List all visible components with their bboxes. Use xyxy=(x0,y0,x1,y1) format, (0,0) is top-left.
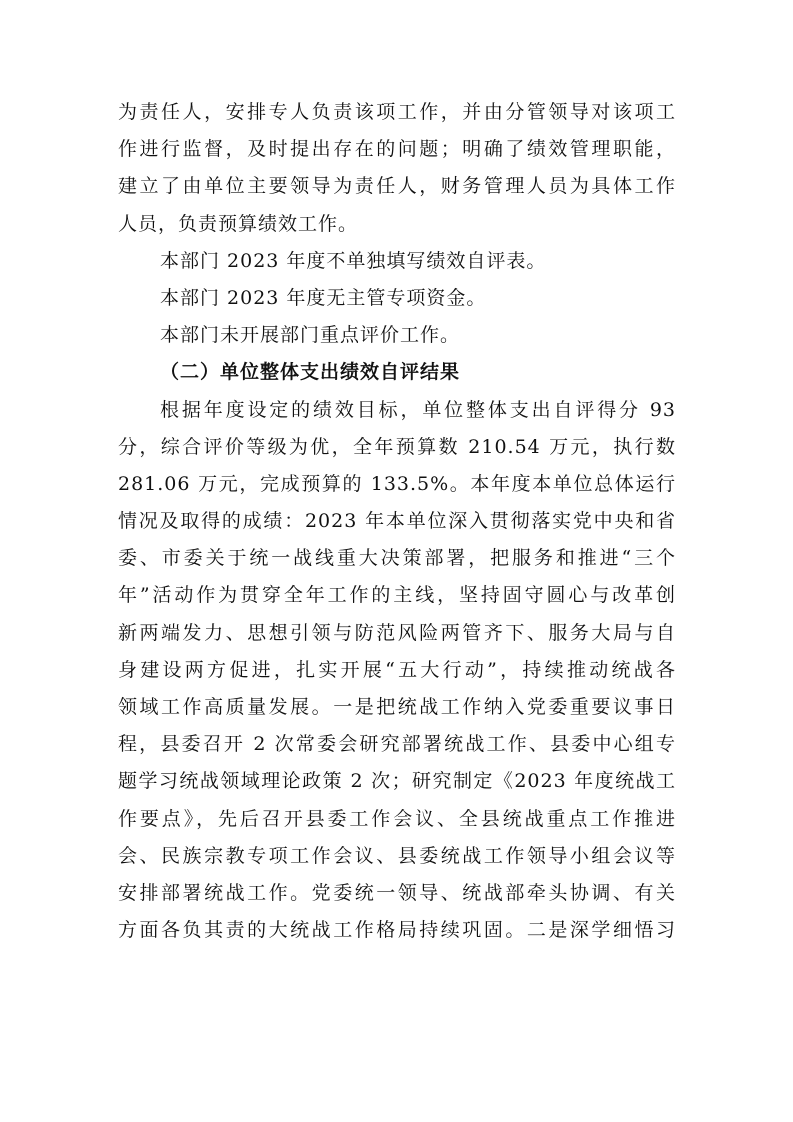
paragraph-line: 身建设两方促进，扎实开展“五大行动”，持续推动统战各 xyxy=(118,658,676,681)
paragraph-line: 作进行监督，及时提出存在的问题；明确了绩效管理职能， xyxy=(118,138,676,161)
paragraph-line: 领域工作高质量发展。一是把统战工作纳入党委重要议事日 xyxy=(118,696,676,718)
paragraph-line: 作要点》，先后召开县委工作会议、全县统战重点工作推进 xyxy=(118,807,676,830)
paragraph-line: 方面各负其责的大统战工作格局持续巩固。二是深学细悟习 xyxy=(118,919,676,942)
paragraph-line: 本部门未开展部门重点评价工作。 xyxy=(160,324,461,347)
paragraph-line: 本部门 2023 年度无主管专项资金。 xyxy=(160,286,487,309)
paragraph-line: 本部门 2023 年度不单独填写绩效自评表。 xyxy=(160,249,547,272)
paragraph-line: 会、民族宗教专项工作会议、县委统战工作领导小组会议等 xyxy=(118,844,676,867)
paragraph-line: 程，县委召开 2 次常委会研究部署统战工作、县委中心组专 xyxy=(118,733,676,756)
paragraph-line: 安排部署统战工作。党委统一领导、统战部牵头协调、有关 xyxy=(118,881,676,904)
paragraph-line: 年”活动作为贯穿全年工作的主线，坚持固守圆心与改革创 xyxy=(118,584,676,607)
section-heading: （二）单位整体支出绩效自评结果 xyxy=(160,361,461,384)
paragraph-line: 委、市委关于统一战线重大决策部署，把服务和推进“三个 xyxy=(118,547,676,570)
paragraph-line: 为责任人，安排专人负责该项工作，并由分管领导对该项工 xyxy=(118,101,676,123)
paragraph-line: 281.06 万元，完成预算的 133.5%。本年度本单位总体运行 xyxy=(118,472,676,495)
paragraph-line: 建立了由单位主要领导为责任人，财务管理人员为具体工作 xyxy=(118,175,676,198)
paragraph-line: 人员，负责预算绩效工作。 xyxy=(118,212,359,235)
paragraph-line: 新两端发力、思想引领与防范风险两管齐下、服务大局与自 xyxy=(118,621,676,644)
paragraph-line: 根据年度设定的绩效目标，单位整体支出自评得分 93 xyxy=(160,398,676,421)
paragraph-line: 分，综合评价等级为优，全年预算数 210.54 万元，执行数 xyxy=(118,435,676,458)
document-body xyxy=(118,94,676,949)
paragraph-line: 情况及取得的成绩：2023 年本单位深入贯彻落实党中央和省 xyxy=(118,510,676,533)
paragraph-line: 题学习统战领域理论政策 2 次；研究制定《2023 年度统战工 xyxy=(118,770,676,793)
